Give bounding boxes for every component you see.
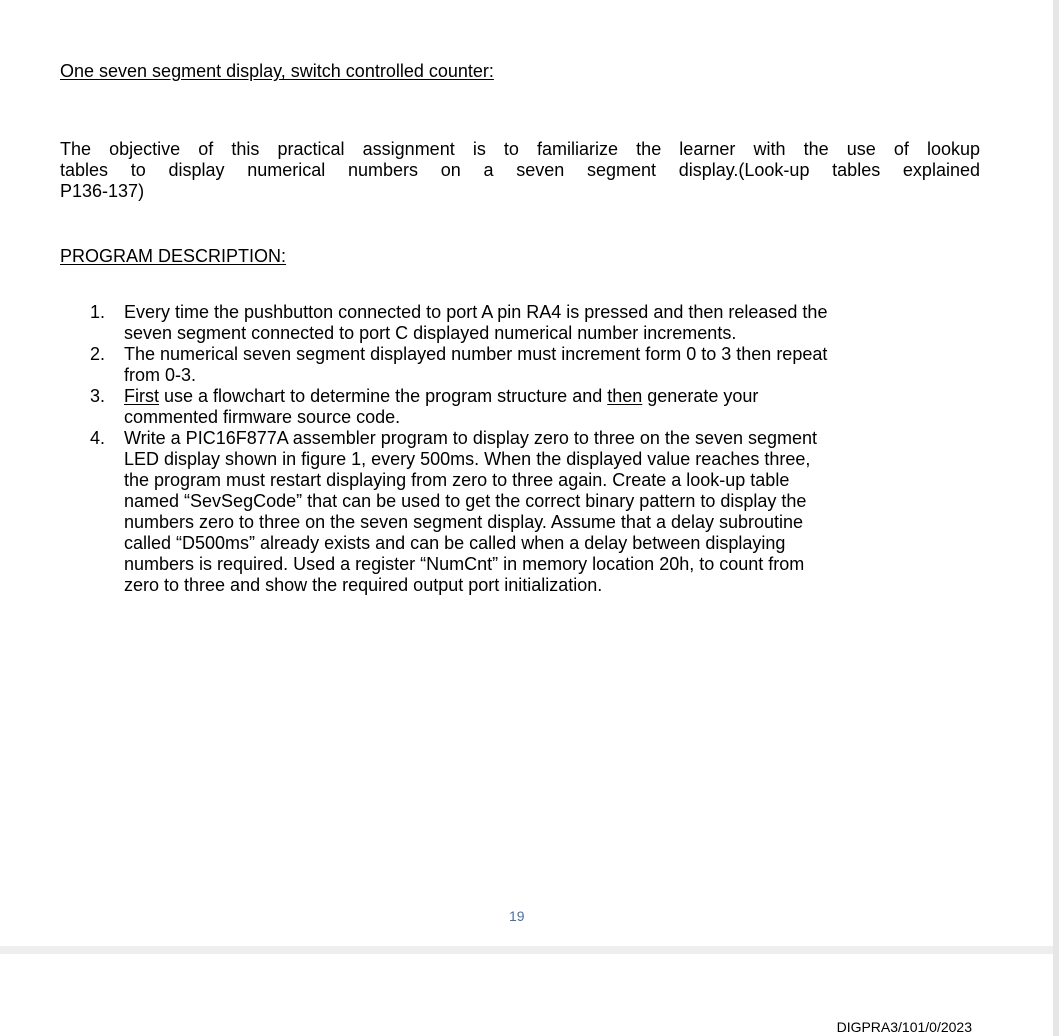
objective-line: tables to display numerical numbers on a seven segment display.(Look-up tables explained — [60, 160, 980, 180]
step-number: 1. — [90, 302, 106, 322]
program-description-title: PROGRAM DESCRIPTION: — [60, 246, 287, 266]
step-line: LED display shown in figure 1, every 500ms. When the displayed value reaches three, — [124, 449, 811, 469]
step-number: 2. — [90, 344, 106, 364]
step-line: the program must restart displaying from zero to three again. Create a look-up table — [124, 470, 790, 490]
assignment-heading: One seven segment display, switch controlled counter: — [60, 61, 494, 81]
step-text: generate your — [642, 386, 759, 406]
step-number: 4. — [90, 428, 106, 448]
step-item — [90, 428, 980, 596]
step-text: use a flowchart to determine the program structure and — [159, 386, 608, 406]
viewer-edge — [1053, 0, 1059, 1036]
program-steps-list — [90, 302, 980, 596]
step-line: commented firmware source code. — [124, 407, 401, 427]
objective-paragraph — [60, 139, 980, 202]
step-item — [90, 302, 980, 344]
page-number: 19 — [509, 908, 525, 924]
underlined-then: then — [607, 386, 643, 406]
step-line: called “D500ms” already exists and can be called when a delay between displaying — [124, 533, 786, 553]
step-item — [90, 344, 980, 386]
underlined-first: First — [124, 386, 159, 406]
step-line: The numerical seven segment displayed number must increment form 0 to 3 then repeat — [124, 344, 828, 364]
next-page — [0, 954, 1053, 1036]
step-line: zero to three and show the required output port initialization. — [124, 575, 603, 595]
step-line: numbers zero to three on the seven segment display. Assume that a delay subroutine — [124, 512, 804, 532]
step-line: numbers is required. Used a register “NumCnt” in memory location 20h, to count from — [124, 554, 805, 574]
step-line: Every time the pushbutton connected to port A pin RA4 is pressed and then released the — [124, 302, 828, 322]
objective-line: The objective of this practical assignment is to familiarize the learner with the use of lookup — [60, 139, 980, 159]
step-line: from 0-3. — [124, 365, 197, 385]
step-line — [124, 386, 980, 407]
step-number: 3. — [90, 386, 106, 406]
objective-line: P136-137) — [60, 181, 145, 201]
step-line: seven segment connected to port C displayed numerical number increments. — [124, 323, 737, 343]
document-code: DIGPRA3/101/0/2023 — [836, 1019, 972, 1035]
step-item — [90, 386, 980, 428]
step-line: named “SevSegCode” that can be used to get the correct binary pattern to display the — [124, 491, 807, 511]
step-line: Write a PIC16F877A assembler program to display zero to three on the seven segment — [124, 428, 818, 448]
page-separator — [0, 946, 1053, 954]
